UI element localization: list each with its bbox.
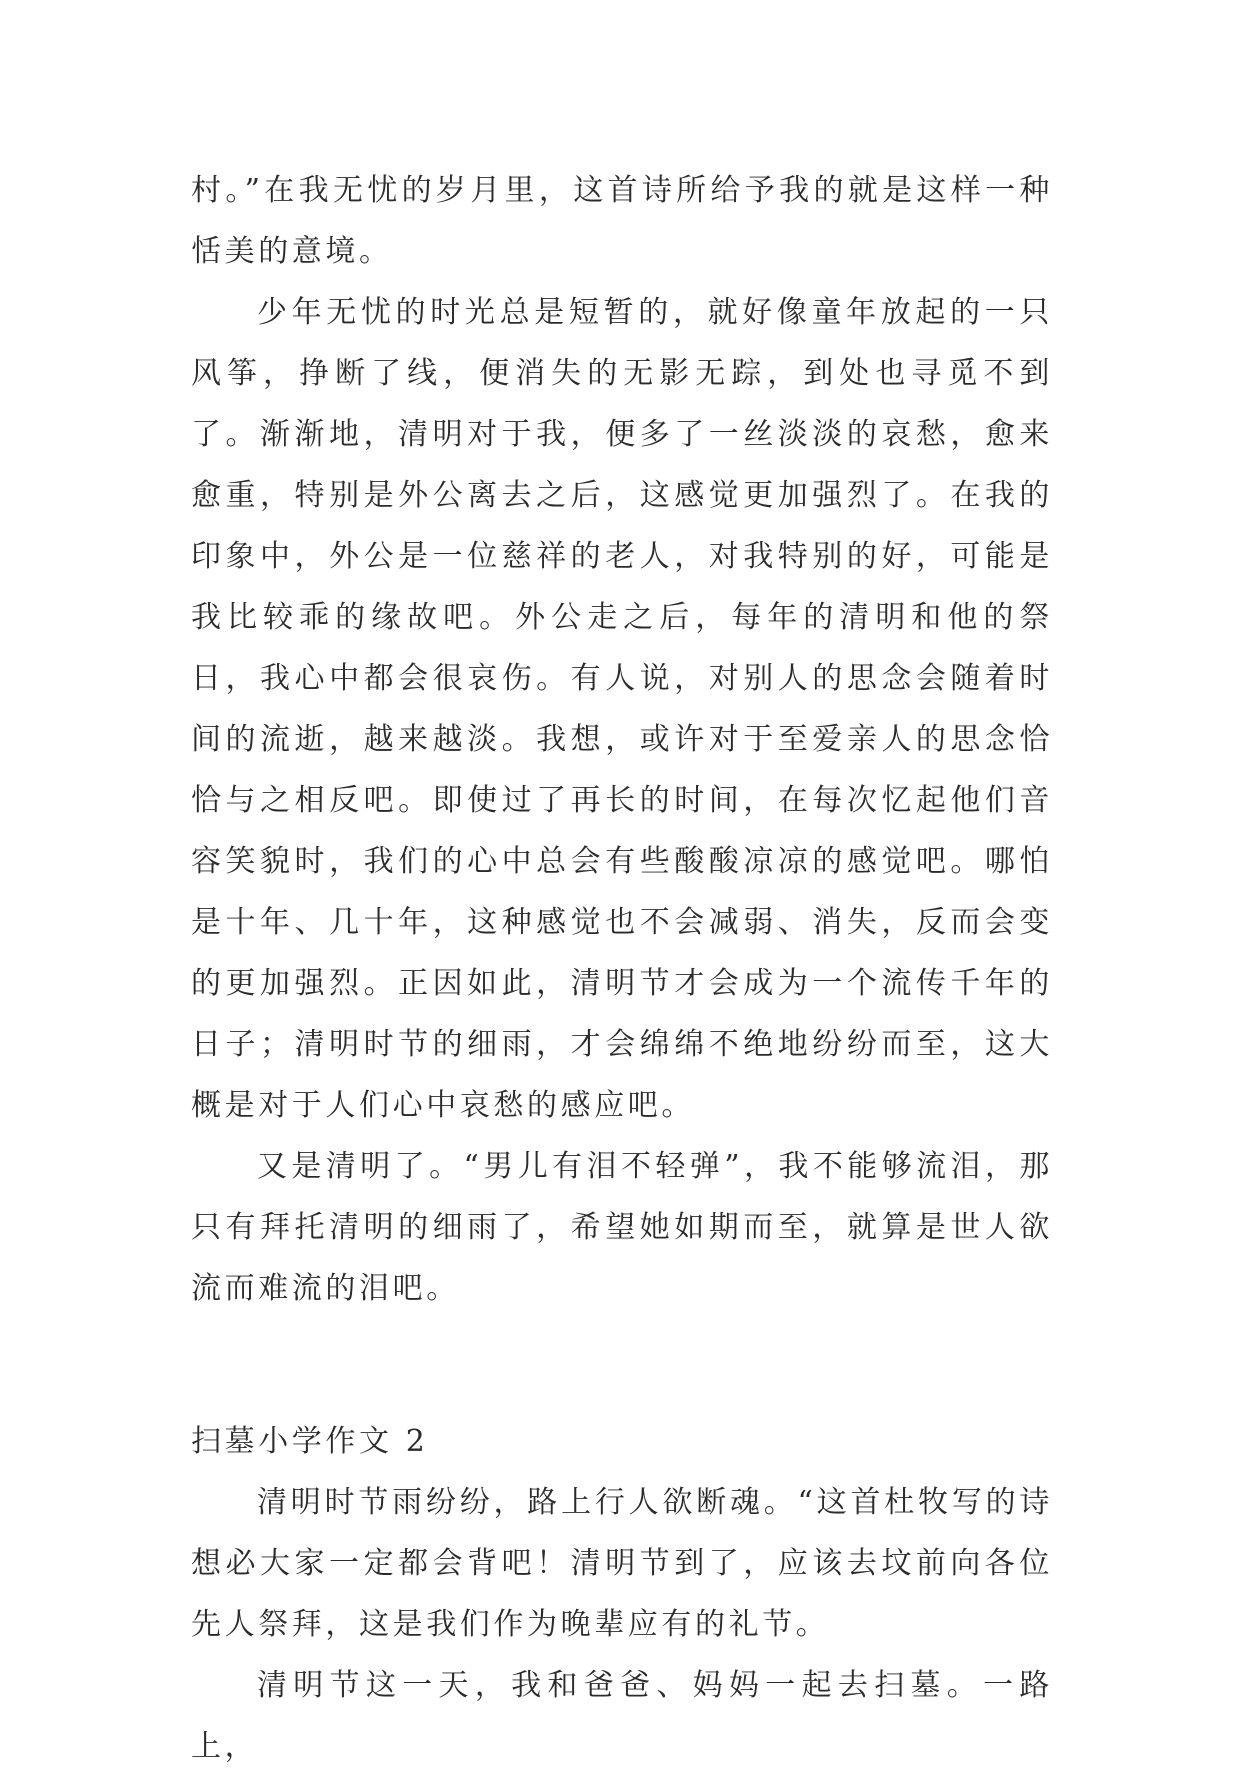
paragraph: 清明节这一天，我和爸爸、妈妈一起去扫墓。一路上， <box>191 1668 1053 1764</box>
section-heading: 扫墓小学作文 2 <box>191 1424 429 1459</box>
paragraph: 又是清明了。“男儿有泪不轻弹”，我不能够流泪，那只有拜托清明的细雨了，希望她如期而至，就算是世人欲流而难流的泪吧。 <box>191 1149 1053 1306</box>
paragraph: 清明时节雨纷纷，路上行人欲断魂。“这首杜牧写的诗想必大家一定都会背吧！清明节到了，应该去坟前向各位先人祭拜，这是我们作为晚辈应有的礼节。 <box>191 1485 1053 1642</box>
section-spacer <box>191 1319 1053 1411</box>
document-body <box>191 160 1053 1777</box>
paragraph: 村。”在我无忧的岁月里，这首诗所给予我的就是这样一种恬美的意境。 <box>191 173 1053 269</box>
paragraph: 少年无忧的时光总是短暂的，就好像童年放起的一只风筝，挣断了线，便消失的无影无踪，到处也寻觅不到了。渐渐地，清明对于我，便多了一丝淡淡的哀愁，愈来愈重，特别是外公离去之后，这感觉更加强烈了。在我的印象中，外公是一位慈祥的老人，对我特别的好，可能是我比较乖的缘故吧。外公走之后，每年的清明和他的祭日，我心中都会很哀伤。有人说，对别人的思念会随着时间的流逝，越来越淡。我想，或许对于至爱亲人的思念恰恰与之相反吧。即使过了再长的时间，在每次忆起他们音容笑貌时，我们的心中总会有些酸酸凉凉的感觉吧。哪怕是十年、几十年，这种感觉也不会减弱、消失，反而会变的更加强烈。正因如此，清明节才会成为一个流传千年的日子；清明时节的细雨，才会绵绵不绝地纷纷而至，这大概是对于人们心中哀愁的感应吧。 <box>191 295 1053 1123</box>
